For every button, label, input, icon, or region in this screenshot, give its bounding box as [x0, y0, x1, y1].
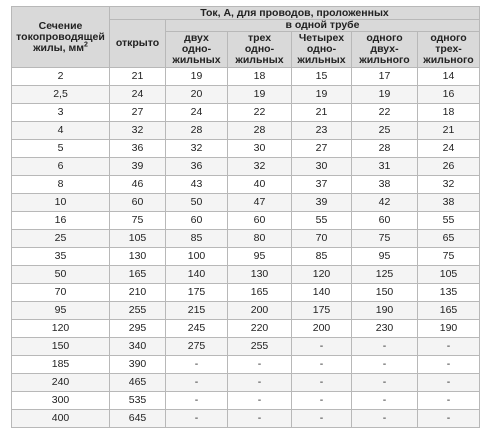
column-header: [418, 32, 480, 68]
current-cell: 140: [166, 266, 228, 284]
column-header-line: жильных: [172, 54, 221, 66]
table-row: [12, 86, 480, 104]
current-cell: 60: [352, 212, 418, 230]
current-cell: 140: [292, 284, 352, 302]
current-cell: 230: [352, 320, 418, 338]
current-cell: 38: [352, 176, 418, 194]
column-header-line: Четырех: [298, 32, 345, 44]
current-cell: 39: [110, 158, 166, 176]
column-header: [292, 32, 352, 68]
current-cell: -: [418, 338, 480, 356]
current-cell: 19: [228, 86, 292, 104]
current-cell: -: [292, 356, 352, 374]
column-header-line: жильных: [235, 54, 284, 66]
current-cell: -: [352, 356, 418, 374]
table-body: [12, 68, 480, 428]
current-cell: 215: [166, 302, 228, 320]
current-cell: 38: [418, 194, 480, 212]
current-cell: 200: [292, 320, 352, 338]
table-header: [12, 7, 480, 68]
current-cell: 105: [110, 230, 166, 248]
current-cell: 125: [352, 266, 418, 284]
current-cell: 120: [292, 266, 352, 284]
current-cell: 26: [418, 158, 480, 176]
current-cell: 85: [292, 248, 352, 266]
table-row: [12, 302, 480, 320]
section-cell: 70: [12, 284, 110, 302]
current-cell: 32: [228, 158, 292, 176]
current-cell: -: [228, 410, 292, 428]
column-header: [228, 32, 292, 68]
section-label-line-1: Сечение: [38, 19, 83, 32]
current-cell: 28: [166, 122, 228, 140]
column-header-line: одного: [366, 32, 403, 44]
section-cell: 10: [12, 194, 110, 212]
current-cell: 19: [166, 68, 228, 86]
current-cell: -: [352, 392, 418, 410]
column-header-line: жильных: [297, 54, 346, 66]
current-cell: 100: [166, 248, 228, 266]
table-row: [12, 140, 480, 158]
in-pipe-header: в одной трубе: [166, 20, 480, 32]
current-cell: 255: [228, 338, 292, 356]
section-cell: 240: [12, 374, 110, 392]
current-cell: -: [418, 356, 480, 374]
current-table-container: [11, 6, 480, 428]
table-row: [12, 248, 480, 266]
current-cell: 21: [110, 68, 166, 86]
current-cell: 24: [166, 104, 228, 122]
current-cell: 31: [352, 158, 418, 176]
current-cell: 47: [228, 194, 292, 212]
current-cell: 50: [166, 194, 228, 212]
current-cell: -: [352, 410, 418, 428]
current-cell: 30: [228, 140, 292, 158]
section-cell: 300: [12, 392, 110, 410]
table-row: [12, 194, 480, 212]
current-cell: 24: [418, 140, 480, 158]
current-cell: 40: [228, 176, 292, 194]
current-cell: 135: [418, 284, 480, 302]
current-cell: 150: [352, 284, 418, 302]
current-cell: 46: [110, 176, 166, 194]
table-row: [12, 410, 480, 428]
current-cell: 27: [110, 104, 166, 122]
section-cell: 5: [12, 140, 110, 158]
current-cell: 32: [418, 176, 480, 194]
current-cell: 535: [110, 392, 166, 410]
current-cell: 60: [228, 212, 292, 230]
column-header-line: двух: [184, 32, 209, 44]
section-label-line-3: жилы, мм: [33, 41, 84, 54]
current-cell: 200: [228, 302, 292, 320]
section-label-line-2: токопроводящей: [16, 30, 105, 43]
current-cell: 42: [352, 194, 418, 212]
current-cell: 210: [110, 284, 166, 302]
current-cell: 18: [228, 68, 292, 86]
current-cell: 20: [166, 86, 228, 104]
table-row: [12, 158, 480, 176]
section-cell: 25: [12, 230, 110, 248]
current-cell: 60: [110, 194, 166, 212]
table-row: [12, 338, 480, 356]
column-header-line: двух-: [370, 43, 399, 55]
column-header-line: одно-: [306, 43, 337, 55]
current-cell: -: [228, 392, 292, 410]
column-header: [166, 32, 228, 68]
section-cell: 2,5: [12, 86, 110, 104]
current-cell: 95: [228, 248, 292, 266]
current-cell: 75: [418, 248, 480, 266]
current-capacity-table: [11, 6, 480, 428]
table-row: [12, 104, 480, 122]
current-cell: 80: [228, 230, 292, 248]
current-cell: 36: [110, 140, 166, 158]
current-cell: 14: [418, 68, 480, 86]
current-cell: 25: [352, 122, 418, 140]
section-cell: 2: [12, 68, 110, 86]
current-cell: -: [228, 374, 292, 392]
current-cell: 37: [292, 176, 352, 194]
section-label-superscript: 2: [84, 41, 88, 48]
current-cell: 30: [292, 158, 352, 176]
current-cell: 15: [292, 68, 352, 86]
current-cell: 17: [352, 68, 418, 86]
section-cell: 6: [12, 158, 110, 176]
current-cell: -: [292, 338, 352, 356]
open-header: открыто: [110, 20, 166, 68]
current-cell: -: [166, 410, 228, 428]
current-cell: 175: [292, 302, 352, 320]
current-cell: -: [166, 356, 228, 374]
section-cell: 16: [12, 212, 110, 230]
current-cell: -: [352, 338, 418, 356]
current-cell: 85: [166, 230, 228, 248]
table-row: [12, 266, 480, 284]
column-header-line: трех-: [435, 43, 462, 55]
current-cell: 245: [166, 320, 228, 338]
current-cell: 255: [110, 302, 166, 320]
current-cell: 21: [418, 122, 480, 140]
section-cell: 8: [12, 176, 110, 194]
current-cell: 18: [418, 104, 480, 122]
current-cell: -: [166, 374, 228, 392]
current-cell: 190: [418, 320, 480, 338]
current-cell: 27: [292, 140, 352, 158]
current-cell: 24: [110, 86, 166, 104]
column-header-line: трех: [247, 32, 272, 44]
current-cell: 220: [228, 320, 292, 338]
section-cell: 35: [12, 248, 110, 266]
column-header-line: одно-: [181, 43, 212, 55]
current-cell: 55: [418, 212, 480, 230]
table-row: [12, 176, 480, 194]
current-cell: 165: [110, 266, 166, 284]
current-cell: 95: [352, 248, 418, 266]
current-cell: -: [292, 392, 352, 410]
column-header-line: жильного: [423, 54, 474, 66]
current-cell: 21: [292, 104, 352, 122]
current-cell: 105: [418, 266, 480, 284]
current-cell: 70: [292, 230, 352, 248]
current-cell: 340: [110, 338, 166, 356]
current-cell: 23: [292, 122, 352, 140]
table-row: [12, 230, 480, 248]
table-row: [12, 284, 480, 302]
current-title-header: Ток, А, для проводов, проложенных: [110, 7, 480, 20]
current-cell: 75: [352, 230, 418, 248]
section-cell: 50: [12, 266, 110, 284]
current-cell: 465: [110, 374, 166, 392]
current-cell: 19: [292, 86, 352, 104]
section-cell: 185: [12, 356, 110, 374]
current-cell: 43: [166, 176, 228, 194]
table-row: [12, 320, 480, 338]
table-row: [12, 68, 480, 86]
current-cell: 75: [110, 212, 166, 230]
current-cell: 16: [418, 86, 480, 104]
section-cell: 150: [12, 338, 110, 356]
current-cell: 22: [352, 104, 418, 122]
current-cell: 275: [166, 338, 228, 356]
current-cell: -: [418, 410, 480, 428]
current-cell: 32: [110, 122, 166, 140]
current-cell: 65: [418, 230, 480, 248]
current-cell: 60: [166, 212, 228, 230]
current-cell: 130: [110, 248, 166, 266]
current-cell: 645: [110, 410, 166, 428]
current-cell: -: [292, 410, 352, 428]
column-header: [352, 32, 418, 68]
current-cell: -: [418, 392, 480, 410]
current-cell: 165: [228, 284, 292, 302]
current-cell: 32: [166, 140, 228, 158]
table-row: [12, 122, 480, 140]
current-cell: -: [166, 392, 228, 410]
section-cell: 4: [12, 122, 110, 140]
current-cell: 295: [110, 320, 166, 338]
current-cell: 175: [166, 284, 228, 302]
current-cell: 55: [292, 212, 352, 230]
table-row: [12, 212, 480, 230]
current-cell: 19: [352, 86, 418, 104]
current-cell: 390: [110, 356, 166, 374]
section-cell: 120: [12, 320, 110, 338]
table-row: [12, 356, 480, 374]
section-cell: 95: [12, 302, 110, 320]
section-cell: 400: [12, 410, 110, 428]
current-cell: -: [418, 374, 480, 392]
current-cell: 165: [418, 302, 480, 320]
current-cell: -: [228, 356, 292, 374]
current-cell: -: [352, 374, 418, 392]
column-header-line: жильного: [359, 54, 410, 66]
current-cell: 130: [228, 266, 292, 284]
current-cell: 22: [228, 104, 292, 122]
current-cell: 39: [292, 194, 352, 212]
current-cell: 190: [352, 302, 418, 320]
section-header: [12, 7, 110, 68]
current-cell: -: [292, 374, 352, 392]
column-header-line: одного: [430, 32, 467, 44]
current-cell: 36: [166, 158, 228, 176]
table-row: [12, 374, 480, 392]
table-row: [12, 392, 480, 410]
column-header-line: одно-: [244, 43, 275, 55]
current-cell: 28: [352, 140, 418, 158]
section-cell: 3: [12, 104, 110, 122]
current-cell: 28: [228, 122, 292, 140]
